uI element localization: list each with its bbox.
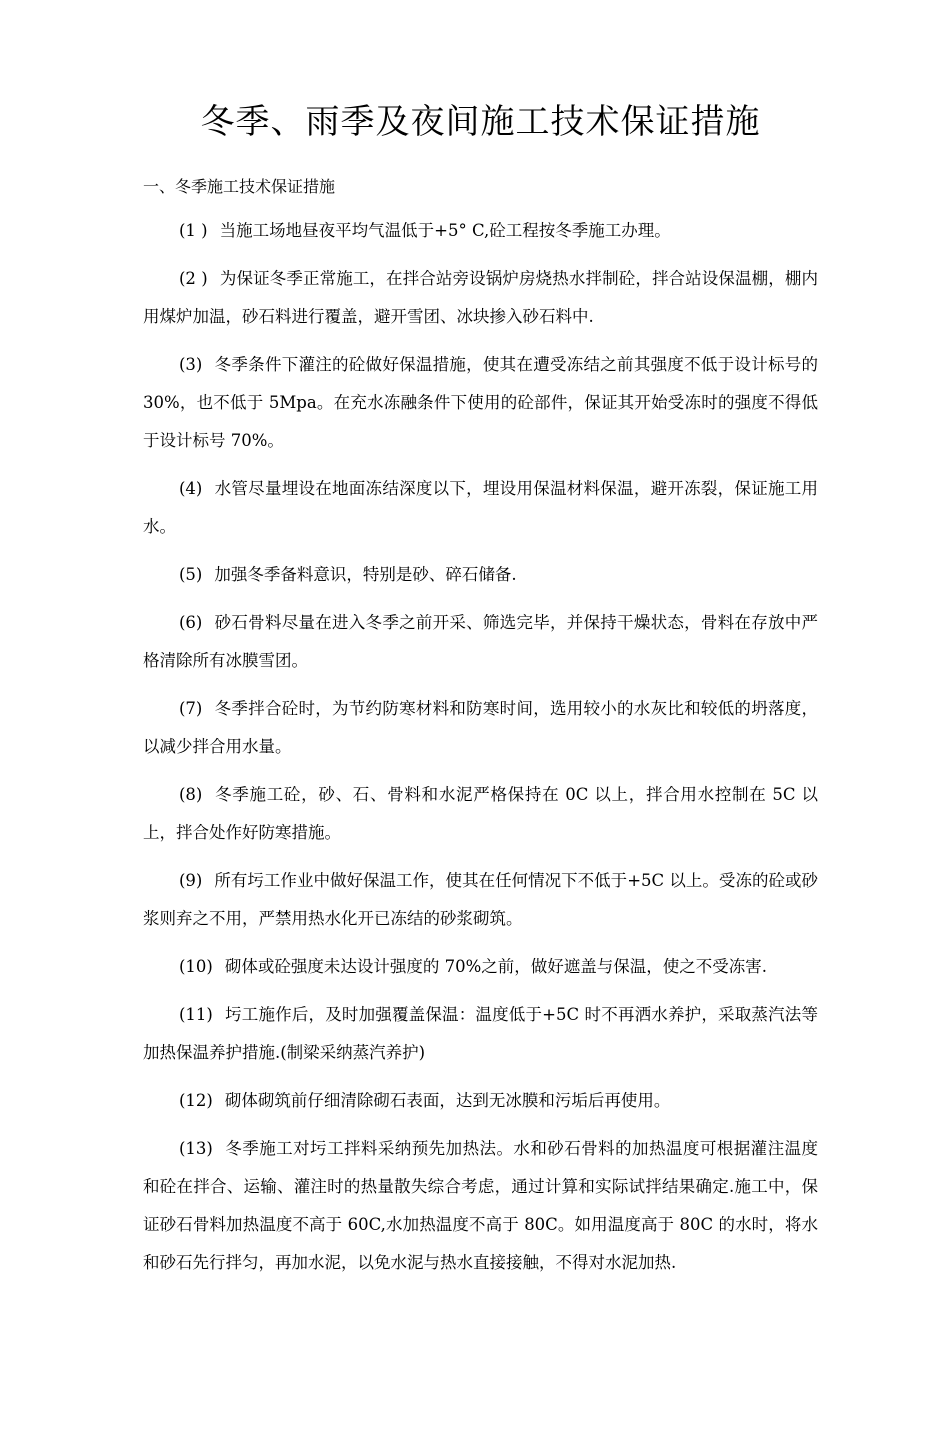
item-text: 圬工施作后，及时加强覆盖保温：温度低于+5C 时不再洒水养护，采取蒸汽法等加热保温养护措施.(制梁采纳蒸汽养护) xyxy=(143,1005,818,1062)
item-number: (1 ) xyxy=(179,221,208,240)
document-page xyxy=(0,98,950,1442)
item-text: 所有圬工作业中做好保温工作，使其在任何情况下不低于+5C 以上。受冻的砼或砂浆则弃之不用，严禁用热水化开已冻结的砂浆砌筑。 xyxy=(143,871,818,928)
item-text: 水管尽量埋设在地面冻结深度以下，埋设用保温材料保温，避开冻裂，保证施工用水。 xyxy=(143,479,818,536)
item-text: 砌体或砼强度未达设计强度的 70%之前，做好遮盖与保温，使之不受冻害. xyxy=(224,957,768,976)
item-number: (12) xyxy=(179,1091,213,1110)
page-title: 冬季、雨季及夜间施工技术保证措施 xyxy=(200,102,761,142)
item-text: 为保证冬季正常施工，在拌合站旁设锅炉房烧热水拌制砼，拌合站设保温棚，棚内用煤炉加温，砂石料进行覆盖，避开雪团、冰块掺入砂石料中. xyxy=(143,269,819,326)
item-text: 冬季条件下灌注的砼做好保温措施，使其在遭受冻结之前其强度不低于设计标号的 30%，也不低于 5Mpa。在充水冻融条件下使用的砼部件，保证其开始受冻时的强度不得低于设计标号 70%。 xyxy=(143,355,818,450)
list-item xyxy=(143,862,818,938)
list-item xyxy=(143,346,818,460)
section-heading: 一、冬季施工技术保证措施 xyxy=(143,177,336,196)
item-number: (10) xyxy=(179,957,213,976)
list-item xyxy=(143,604,818,680)
item-number: (2 ) xyxy=(179,269,208,288)
item-text: 加强冬季备料意识，特别是砂、碎石储备. xyxy=(214,565,517,584)
item-number: (7) xyxy=(179,699,203,718)
list-item xyxy=(143,470,818,546)
item-number: (4) xyxy=(179,479,203,498)
item-number: (13) xyxy=(179,1139,213,1158)
list-item xyxy=(143,1082,818,1120)
item-list xyxy=(143,212,818,1282)
item-text: 冬季拌合砼时，为节约防寒材料和防寒时间，选用较小的水灰比和较低的坍落度，以减少拌合用水量。 xyxy=(143,699,818,756)
list-item xyxy=(143,690,818,766)
list-item xyxy=(143,776,818,852)
item-text: 当施工场地昼夜平均气温低于+5° C,砼工程按冬季施工办理。 xyxy=(219,221,671,240)
list-item xyxy=(143,996,818,1072)
item-text: 冬季施工砼，砂、石、骨料和水泥严格保持在 0C 以上，拌合用水控制在 5C 以上，拌合处作好防寒措施。 xyxy=(143,785,818,842)
item-number: (9) xyxy=(179,871,203,890)
item-number: (8) xyxy=(179,785,203,804)
item-number: (6) xyxy=(179,613,203,632)
item-number: (11) xyxy=(179,1005,213,1024)
item-text: 砂石骨料尽量在进入冬季之前开采、筛选完毕，并保持干燥状态，骨料在存放中严格清除所有冰膜雪团。 xyxy=(143,613,818,670)
item-text: 冬季施工对圬工拌料采纳预先加热法。水和砂石骨料的加热温度可根据灌注温度和砼在拌合、运输、灌注时的热量散失综合考虑，通过计算和实际试拌结果确定.施工中，保证砂石骨料加热温度不高于 60C,水加热温度不高于 80C。如用温度高于 80C 的水时，将水和砂石先行拌匀，再加水泥，以免水泥与热水直接接触，不得对水泥加热. xyxy=(143,1139,818,1272)
list-item xyxy=(143,212,818,250)
item-number: (3) xyxy=(179,355,203,374)
item-text: 砌体砌筑前仔细清除砌石表面，达到无冰膜和污垢后再使用。 xyxy=(224,1091,671,1110)
list-item xyxy=(143,260,818,336)
list-item xyxy=(143,948,818,986)
list-item xyxy=(143,1130,818,1282)
list-item xyxy=(143,556,818,594)
item-number: (5) xyxy=(179,565,203,584)
